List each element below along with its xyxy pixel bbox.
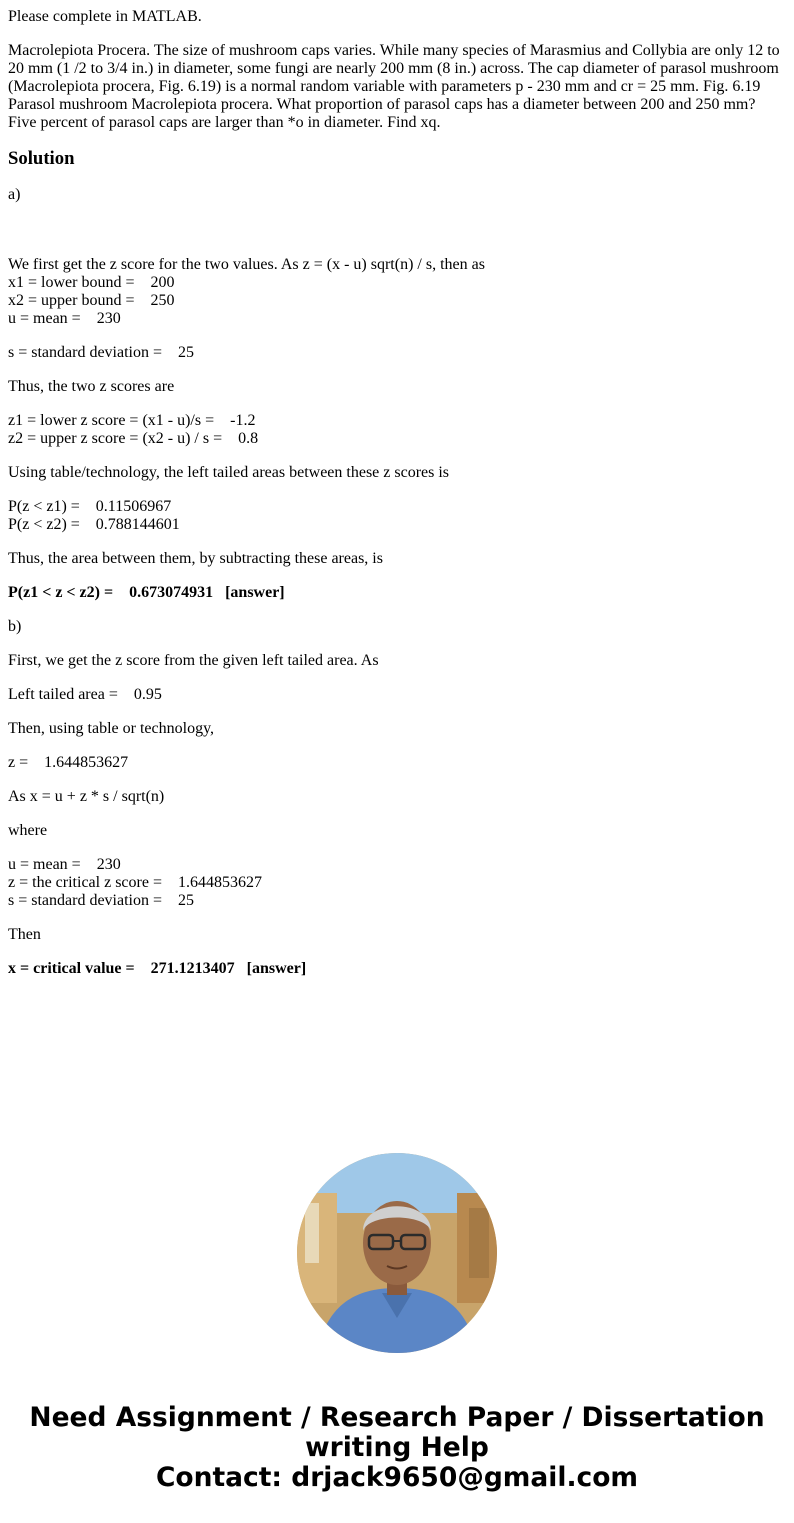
using-table-text: Using table/technology, the left tailed areas between these z scores is — [8, 464, 450, 481]
promo-line-1: Need Assignment / Research Paper / Dissertation — [29, 1402, 765, 1433]
part-b-mean-line: u = mean = 230 — [8, 856, 121, 873]
question-body: Macrolepiota Procera. The size of mushroom caps varies. While many species of Marasmius and Collybia are only 12 to 20 mm (1 /2 to 3/4 in.) in diameter, some fungi are nearly 200 mm (8 in.) across. The cap diameter of parasol mushroom (Macrolepiota procera, Fig. 6.19) is a normal random variable with parameters p - 230 mm and cr = 25 mm. Fig. 6.19 Parasol mushroom Macrolepiota procera. What proportion of parasol caps has a diameter between 200 and 250 mm? Five percent of parasol caps are larger than *o in diameter. Find xq. — [8, 42, 784, 131]
document-content — [8, 8, 786, 994]
p-z2-line: P(z < z2) = 0.788144601 — [8, 516, 180, 533]
formula-line: As x = u + z * s / sqrt(n) — [8, 788, 165, 805]
area-between-text: Thus, the area between them, by subtracting these areas, is — [8, 550, 383, 567]
mean-line: u = mean = 230 — [8, 310, 121, 327]
part-a-setup — [8, 220, 786, 328]
sd-line: s = standard deviation = 25 — [8, 344, 195, 361]
critical-z-line: z = the critical z score = 1.644853627 — [8, 874, 262, 891]
p-z1-line: P(z < z1) = 0.11506967 — [8, 498, 172, 515]
author-photo — [297, 1153, 497, 1353]
x1-line: x1 = lower bound = 200 — [8, 274, 175, 291]
where-text: where — [8, 822, 48, 839]
z1-line: z1 = lower z score = (x1 - u)/s = -1.2 — [8, 412, 256, 429]
part-b-label: b) — [8, 618, 22, 635]
promo-banner — [0, 1403, 794, 1493]
two-z-scores-text: Thus, the two z scores are — [8, 378, 175, 395]
z-value-line: z = 1.644853627 — [8, 754, 129, 771]
x2-line: x2 = upper bound = 250 — [8, 292, 175, 309]
z-scores-block — [8, 412, 786, 448]
part-a-label: a) — [8, 186, 21, 203]
part-b-sd-line: s = standard deviation = 25 — [8, 892, 195, 909]
promo-line-2: writing Help — [305, 1432, 489, 1463]
z2-line: z2 = upper z score = (x2 - u) / s = 0.8 — [8, 430, 259, 447]
then-text: Then — [8, 926, 41, 943]
then-using-text: Then, using table or technology, — [8, 720, 215, 737]
promo-contact: Contact: drjack9650@gmail.com — [155, 1462, 639, 1493]
left-area-line: Left tailed area = 0.95 — [8, 686, 162, 703]
probabilities-block — [8, 498, 786, 534]
part-a-answer: P(z1 < z < z2) = 0.673074931 [answer] — [8, 584, 285, 601]
part-b-intro: First, we get the z score from the given left tailed area. As — [8, 652, 379, 669]
part-b-answer: x = critical value = 271.1213407 [answer] — [8, 960, 307, 977]
question-intro: Please complete in MATLAB. — [8, 8, 202, 25]
part-a-intro: We first get the z score for the two values. As z = (x - u) sqrt(n) / s, then as — [8, 256, 485, 273]
part-b-params — [8, 856, 786, 910]
solution-heading: Solution — [8, 148, 75, 169]
